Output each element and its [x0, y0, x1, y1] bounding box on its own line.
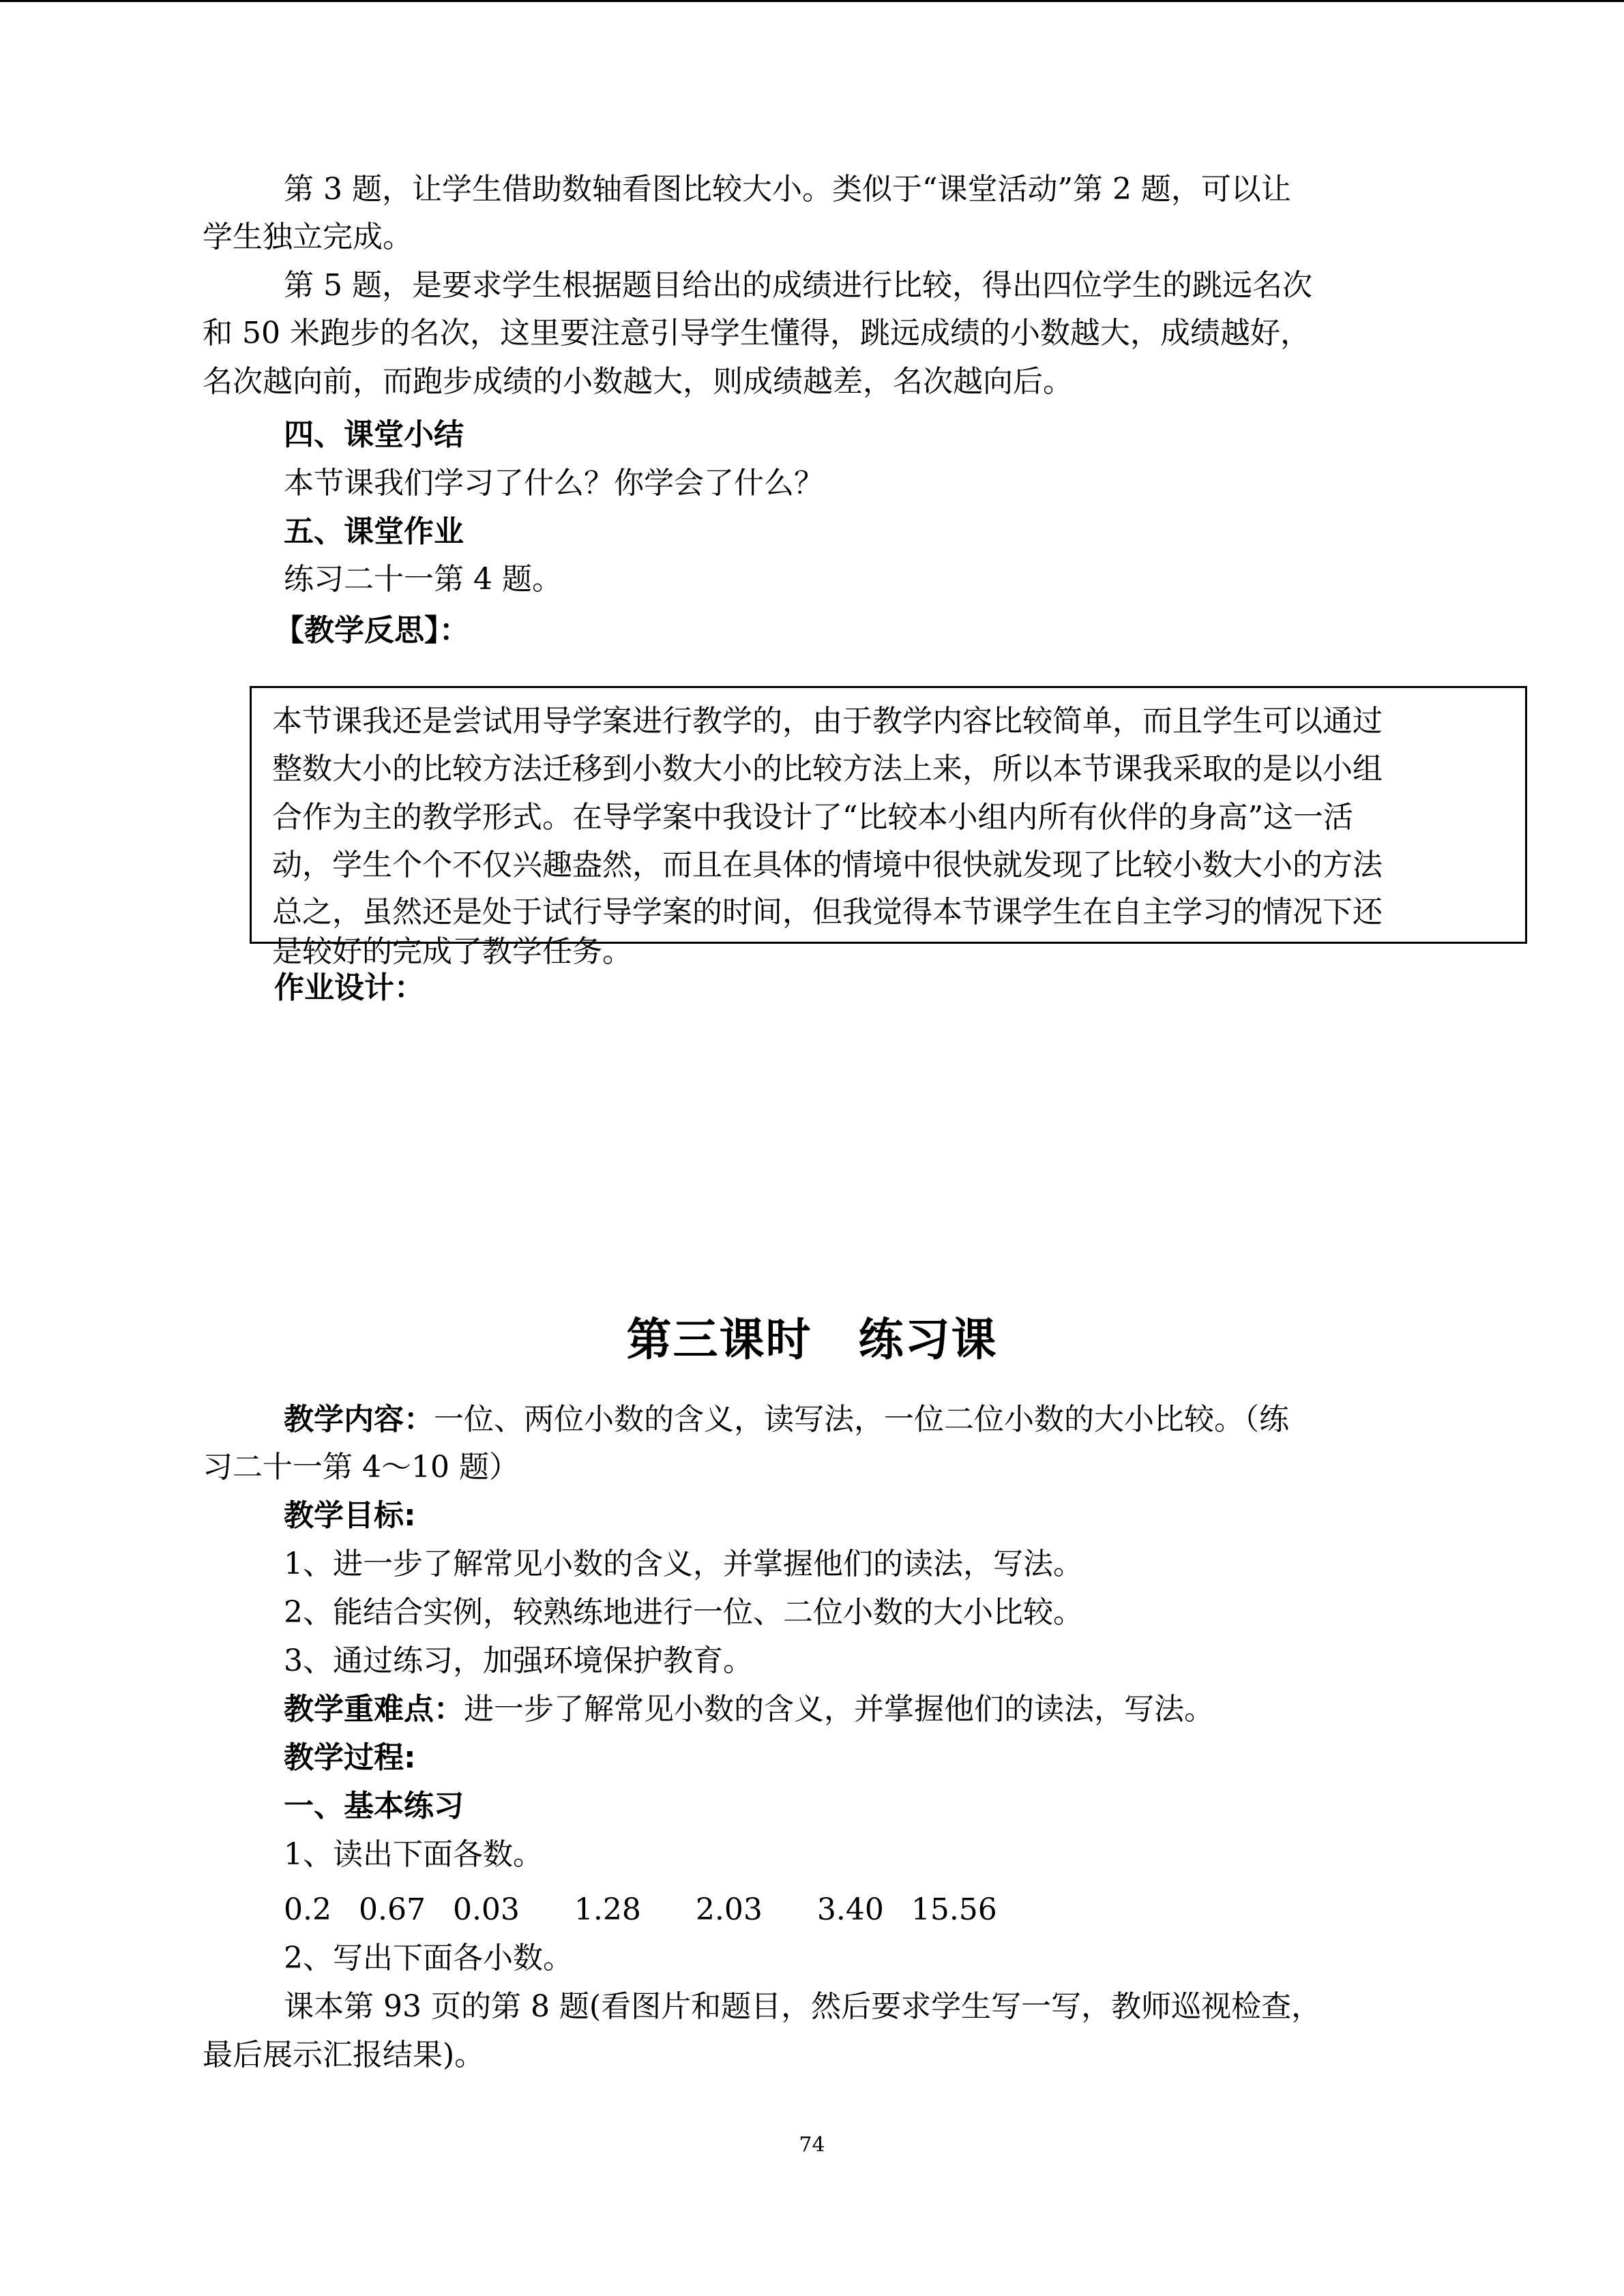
number-list: [284, 1890, 1024, 1930]
number-item: 15.56: [911, 1892, 997, 1927]
number-item: 3.40: [816, 1892, 884, 1927]
content-line: [284, 1399, 1289, 1440]
number-item: 0.03: [452, 1892, 520, 1927]
key-points-text: 进一步了解常见小数的含义，并掌握他们的读法，写法。: [464, 1692, 1214, 1727]
number-item: 0.67: [358, 1892, 426, 1927]
reflection-line: 本节课我还是尝试用导学案进行教学的，由于教学内容比较简单，而且学生可以通过: [272, 704, 1383, 739]
heading-homework: 五、课堂作业: [284, 514, 464, 549]
goal-item: 1、进一步了解常见小数的含义，并掌握他们的读法，写法。: [284, 1547, 1083, 1581]
key-points-label: 教学重难点：: [284, 1692, 464, 1727]
page-number: 74: [799, 2133, 825, 2157]
homework-text: 练习二十一第 4 题。: [284, 562, 562, 597]
reflection-line: 整数大小的比较方法迁移到小数大小的比较方法上来，所以本节课我采取的是以小组: [272, 751, 1383, 786]
number-item: 2.03: [695, 1892, 763, 1927]
goals-label: 教学目标:: [284, 1498, 416, 1533]
reflection-line: 总之，虽然还是处于试行导学案的时间，但我觉得本节课学生在自主学习的情况下还: [272, 895, 1383, 929]
summary-question: 本节课我们学习了什么？你学会了什么？: [284, 466, 824, 501]
reflection-box: [250, 686, 1527, 969]
reflection-line-clipped: 是较好的完成了教学任务。: [272, 934, 632, 969]
goal-item: 3、通过练习，加强环境保护教育。: [284, 1643, 753, 1678]
content-line-2: 习二十一第 4～10 题）: [203, 1450, 519, 1485]
paragraph-line: 学生独立完成。: [203, 220, 413, 254]
paragraph-line: 和 50 米跑步的名次，这里要注意引导学生懂得，跳远成绩的小数越大，成绩越好，: [203, 316, 1310, 351]
exercise-2-detail: 课本第 93 页的第 8 题(看图片和题目，然后要求学生写一写，教师巡视检查，: [284, 1989, 1322, 2024]
goal-item: 2、能结合实例，较熟练地进行一位、二位小数的大小比较。: [284, 1595, 1083, 1630]
reflection-line: 合作为主的教学形式。在导学案中我设计了“比较本小组内所有伙伴的身高”这一活: [272, 800, 1353, 835]
part1-heading: 一、基本练习: [284, 1789, 464, 1823]
lesson-title: 第三课时 练习课: [626, 1313, 998, 1366]
homework-design-label: 作业设计：: [274, 970, 424, 1005]
reflection-label: 【教学反思】：: [274, 613, 469, 648]
paragraph-line: 名次越向前，而跑步成绩的小数越大，则成绩越差，名次越向后。: [203, 364, 1073, 399]
content-label: 教学内容：: [284, 1402, 434, 1437]
exercise-2-detail-2: 最后展示汇报结果)。: [203, 2038, 485, 2072]
process-label: 教学过程:: [284, 1740, 416, 1775]
content-text: 一位、两位小数的含义，读写法，一位二位小数的大小比较。（练: [434, 1402, 1289, 1437]
reflection-line: 动，学生个个不仅兴趣盎然，而且在具体的情境中很快就发现了比较小数大小的方法: [272, 848, 1383, 882]
number-item: 0.2: [284, 1892, 331, 1927]
key-points-line: [284, 1689, 1214, 1730]
paragraph-line: 第 3 题，让学生借助数轴看图比较大小。类似于“课堂活动”第 2 题，可以让: [284, 172, 1291, 207]
number-item: 1.28: [574, 1892, 641, 1927]
heading-summary: 四、课堂小结: [284, 417, 464, 452]
exercise-1: 1、读出下面各数。: [284, 1837, 543, 1872]
paragraph-line: 第 5 题，是要求学生根据题目给出的成绩进行比较，得出四位学生的跳远名次: [284, 268, 1312, 303]
exercise-2: 2、写出下面各小数。: [284, 1941, 573, 1976]
top-border-rule: [0, 0, 1624, 2]
